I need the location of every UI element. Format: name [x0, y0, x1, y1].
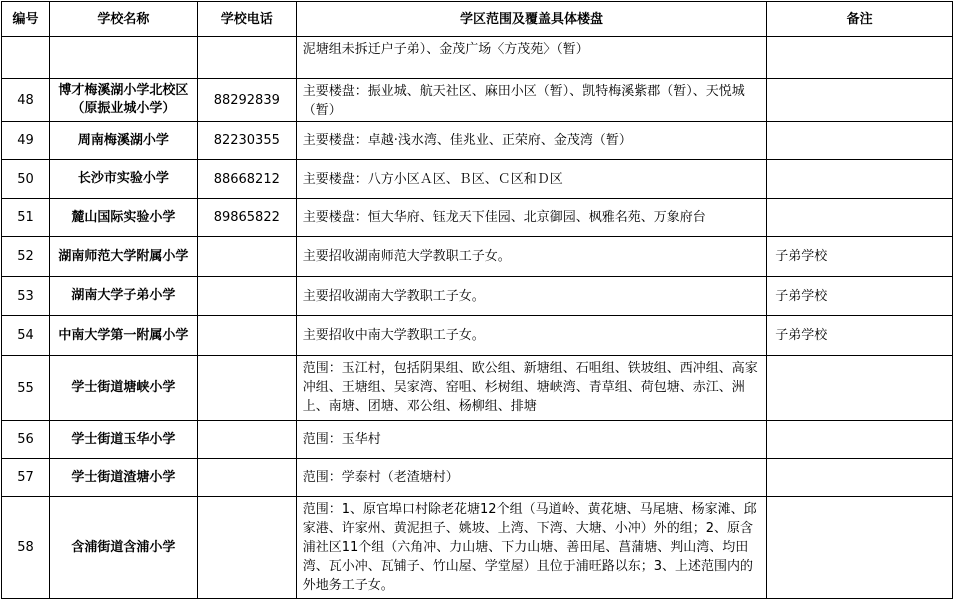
row-num: 57	[2, 459, 50, 497]
row-school-name: 博才梅溪湖小学北校区（原振业城小学）	[49, 79, 197, 122]
row-school-name: 中南大学第一附属小学	[49, 316, 197, 356]
row-phone: 89865822	[197, 199, 296, 237]
row-phone	[197, 316, 296, 356]
row-note: 子弟学校	[767, 277, 953, 316]
row-note	[767, 459, 953, 497]
row-note	[767, 37, 953, 79]
row-num: 49	[2, 122, 50, 160]
row-phone: 82230355	[197, 122, 296, 160]
header-district-range: 学区范围及覆盖具体楼盘	[296, 2, 766, 37]
row-phone	[197, 237, 296, 277]
row-school-name: 学士街道渣塘小学	[49, 459, 197, 497]
table-row	[2, 37, 953, 79]
row-phone	[197, 37, 296, 79]
table-row	[2, 160, 953, 199]
row-range: 范围：学泰村（老渣塘村）	[296, 459, 766, 497]
row-range: 主要招收中南大学教职工子女。	[296, 316, 766, 356]
row-range: 主要楼盘：恒大华府、钰龙天下佳园、北京御园、枫雅名苑、万象府台	[296, 199, 766, 237]
row-note: 子弟学校	[767, 316, 953, 356]
row-note	[767, 122, 953, 160]
table-row	[2, 497, 953, 599]
row-range: 范围：玉华村	[296, 421, 766, 459]
row-school-name: 湖南师范大学附属小学	[49, 237, 197, 277]
row-range: 主要招收湖南大学教职工子女。	[296, 277, 766, 316]
row-note	[767, 497, 953, 599]
table-row	[2, 356, 953, 421]
table-header-row	[2, 2, 953, 37]
row-num	[2, 37, 50, 79]
table-row	[2, 199, 953, 237]
row-num: 54	[2, 316, 50, 356]
row-num: 50	[2, 160, 50, 199]
row-num: 55	[2, 356, 50, 421]
row-note	[767, 79, 953, 122]
table-row	[2, 79, 953, 122]
row-school-name: 学士街道塘峡小学	[49, 356, 197, 421]
row-range: 主要楼盘：振业城、航天社区、麻田小区（暂）、凯特梅溪紫郡（暂）、天悦城（暂）	[296, 79, 766, 122]
table-row	[2, 277, 953, 316]
row-note	[767, 199, 953, 237]
table-row	[2, 237, 953, 277]
row-phone	[197, 497, 296, 599]
row-phone: 88668212	[197, 160, 296, 199]
row-num: 53	[2, 277, 50, 316]
row-school-name: 周南梅溪湖小学	[49, 122, 197, 160]
row-school-name	[49, 37, 197, 79]
header-school-name: 学校名称	[49, 2, 197, 37]
row-range: 范围：玉江村，包括阴果组、欧公组、新塘组、石咀组、铁坡组、西冲组、高家冲组、王塘组、吴家湾、窑咀、杉树组、塘峡湾、青草组、荷包塘、赤江、洲上、南塘、团塘、邓公组、杨柳组、排塘	[296, 356, 766, 421]
row-phone	[197, 459, 296, 497]
row-phone	[197, 356, 296, 421]
row-phone	[197, 421, 296, 459]
table-row	[2, 316, 953, 356]
header-school-phone: 学校电话	[197, 2, 296, 37]
row-note	[767, 160, 953, 199]
row-phone: 88292839	[197, 79, 296, 122]
header-note: 备注	[767, 2, 953, 37]
row-range: 主要楼盘：卓越·浅水湾、佳兆业、正荣府、金茂湾（暂）	[296, 122, 766, 160]
row-num: 51	[2, 199, 50, 237]
table-row	[2, 459, 953, 497]
row-note	[767, 421, 953, 459]
row-range: 范围：1、原官埠口村除老花塘12个组（马道岭、黄花塘、马尾塘、杨家滩、邱家港、许家州、黄泥担子、姚坡、上湾、下湾、大塘、小冲）外的组；2、原含浦社区11个组（六角冲、力山塘、下力山塘、善田尾、菖蒲塘、判山湾、均田湾、瓦小冲、瓦铺子、竹山屋、学堂屋）且位于浦旺路以东；3、上述范围内的外地务工子女。	[296, 497, 766, 599]
row-school-name: 麓山国际实验小学	[49, 199, 197, 237]
row-note: 子弟学校	[767, 237, 953, 277]
row-school-name: 含浦街道含浦小学	[49, 497, 197, 599]
row-school-name: 湖南大学子弟小学	[49, 277, 197, 316]
row-num: 58	[2, 497, 50, 599]
row-school-name: 长沙市实验小学	[49, 160, 197, 199]
row-phone	[197, 277, 296, 316]
school-district-table	[1, 1, 953, 599]
row-range: 主要楼盘：八方小区Ａ区、Ｂ区、Ｃ区和Ｄ区	[296, 160, 766, 199]
row-range: 泥塘组未拆迁户子弟）、金茂广场〈方茂苑〉（暂）	[296, 37, 766, 79]
header-num: 编号	[2, 2, 50, 37]
row-num: 48	[2, 79, 50, 122]
row-range: 主要招收湖南师范大学教职工子女。	[296, 237, 766, 277]
row-num: 56	[2, 421, 50, 459]
table-row	[2, 421, 953, 459]
row-num: 52	[2, 237, 50, 277]
table-row	[2, 122, 953, 160]
row-note	[767, 356, 953, 421]
row-school-name: 学士街道玉华小学	[49, 421, 197, 459]
